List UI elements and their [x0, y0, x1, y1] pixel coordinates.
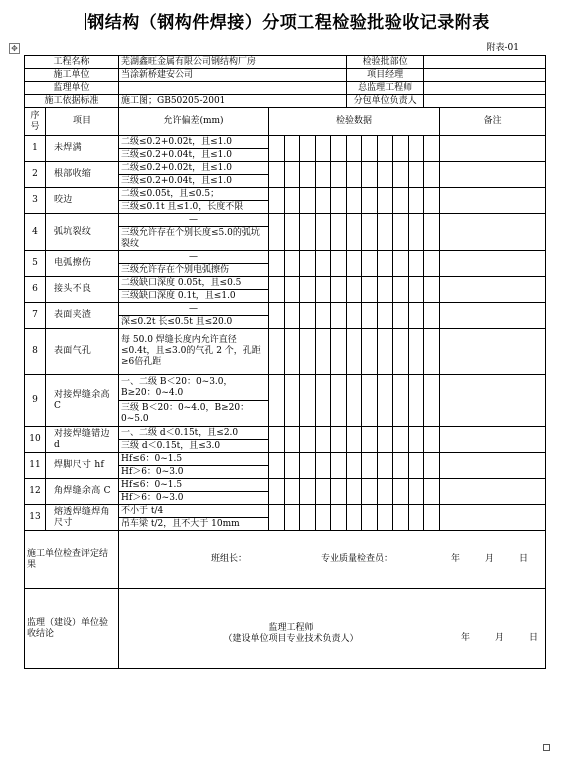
construction-unit-label: 施工单位	[25, 69, 119, 82]
tolerance-requirement: 每 50.0 焊缝长度内允许直径≤0.4t，且≤3.0的气孔 2 个，孔距≥6倍孔距	[119, 329, 269, 375]
inspection-data-cell[interactable]	[424, 303, 440, 329]
inspection-data-cell[interactable]	[378, 479, 393, 505]
inspection-data-cell[interactable]	[331, 375, 347, 427]
inspection-data-cell[interactable]	[378, 427, 393, 453]
inspection-data-cell[interactable]	[300, 214, 316, 251]
table-resize-handle[interactable]	[543, 744, 550, 751]
tolerance-requirement: 二级≤0.2+0.02t，且≤1.0	[119, 162, 269, 175]
col-tolerance-header: 允许偏差(mm)	[119, 108, 269, 136]
inspection-data-cell[interactable]	[424, 214, 440, 251]
inspection-data-cell[interactable]	[362, 136, 378, 162]
inspection-data-cell[interactable]	[362, 329, 378, 375]
tolerance-requirement: 三级≤0.1t 且≤1.0，长度不限	[119, 201, 269, 214]
col-item-header: 项目	[46, 108, 119, 136]
tolerance-requirement: Hf≤6：0~1.5	[119, 479, 269, 492]
inspection-data-cell[interactable]	[331, 329, 347, 375]
item-name: 表面气孔	[46, 329, 119, 375]
remarks-cell[interactable]	[440, 505, 546, 531]
tolerance-requirement: 二级≤0.2+0.02t，且≤1.0	[119, 136, 269, 149]
construction-check-content	[119, 531, 546, 589]
inspection-data-cell[interactable]	[362, 505, 378, 531]
inspection-data-cell[interactable]	[347, 162, 362, 188]
item-row-10-line-1	[25, 427, 546, 440]
inspection-data-cell[interactable]	[285, 505, 300, 531]
item-name: 表面夹渣	[46, 303, 119, 329]
inspection-data-cell[interactable]	[393, 188, 409, 214]
inspection-data-cell[interactable]	[347, 453, 362, 479]
sub-contractor-label: 分包单位负责人	[347, 95, 424, 108]
inspection-data-cell[interactable]	[285, 329, 300, 375]
inspection-data-cell[interactable]	[347, 251, 362, 277]
remarks-cell[interactable]	[440, 188, 546, 214]
inspection-data-cell[interactable]	[269, 188, 285, 214]
date-day-label: 日	[519, 554, 529, 564]
inspection-data-cell[interactable]	[409, 214, 424, 251]
inspection-data-cell[interactable]	[300, 162, 316, 188]
item-seq: 11	[25, 453, 46, 479]
inspection-data-cell[interactable]	[393, 214, 409, 251]
inspection-data-cell[interactable]	[347, 505, 362, 531]
col-remarks-header: 备注	[440, 108, 546, 136]
inspection-data-cell[interactable]	[393, 136, 409, 162]
inspection-data-cell[interactable]	[300, 251, 316, 277]
item-row-9-line-1	[25, 375, 546, 401]
inspection-data-cell[interactable]	[347, 214, 362, 251]
tolerance-requirement: 吊车梁 t/2，且不大于 10mm	[119, 518, 269, 531]
inspection-data-cell[interactable]	[331, 162, 347, 188]
inspection-data-cell[interactable]	[285, 375, 300, 427]
inspection-data-cell[interactable]	[316, 303, 331, 329]
inspection-data-cell[interactable]	[362, 214, 378, 251]
inspection-data-cell[interactable]	[316, 277, 331, 303]
inspection-data-cell[interactable]	[316, 188, 331, 214]
item-row-13-line-1	[25, 505, 546, 518]
item-seq: 6	[25, 277, 46, 303]
inspection-data-cell[interactable]	[347, 303, 362, 329]
supervision-unit-value[interactable]	[119, 82, 347, 95]
inspection-data-cell[interactable]	[285, 453, 300, 479]
tolerance-requirement: 三级≤0.2+0.04t，且≤1.0	[119, 149, 269, 162]
tolerance-requirement: 深≤0.2t 长≤0.5t 且≤20.0	[119, 316, 269, 329]
inspection-data-cell[interactable]	[378, 303, 393, 329]
item-row-5-line-1	[25, 251, 546, 264]
construction-check-row	[25, 531, 546, 589]
inspection-data-cell[interactable]	[347, 136, 362, 162]
remarks-cell[interactable]	[440, 162, 546, 188]
tolerance-requirement: 三级 d＜0.15t，且≤3.0	[119, 440, 269, 453]
header-row-standard	[25, 95, 546, 108]
item-name: 未焊满	[46, 136, 119, 162]
item-seq: 4	[25, 214, 46, 251]
inspection-data-cell[interactable]	[269, 329, 285, 375]
inspection-data-cell[interactable]	[424, 505, 440, 531]
inspection-data-cell[interactable]	[424, 329, 440, 375]
inspection-data-cell[interactable]	[362, 375, 378, 427]
inspection-data-cell[interactable]	[362, 188, 378, 214]
inspection-data-cell[interactable]	[393, 427, 409, 453]
project-manager-value[interactable]	[424, 69, 546, 82]
inspection-data-cell[interactable]	[378, 329, 393, 375]
supervision-check-row	[25, 589, 546, 669]
inspection-data-cell[interactable]	[269, 479, 285, 505]
item-row-8-line-1	[25, 329, 546, 375]
item-name: 弧坑裂纹	[46, 214, 119, 251]
inspection-data-cell[interactable]	[347, 479, 362, 505]
tolerance-requirement: 三级允许存在个别长度≤5.0的弧坑裂纹	[119, 227, 269, 251]
inspection-data-cell[interactable]	[331, 453, 347, 479]
inspection-data-cell[interactable]	[424, 277, 440, 303]
column-header-row	[25, 108, 546, 136]
batch-location-label: 检验批部位	[347, 56, 424, 69]
sub-contractor-value[interactable]	[424, 95, 546, 108]
tolerance-requirement: 三级允许存在个别电弧擦伤	[119, 264, 269, 277]
inspection-data-cell[interactable]	[378, 277, 393, 303]
inspection-data-cell[interactable]	[331, 505, 347, 531]
inspection-data-cell[interactable]	[269, 303, 285, 329]
tolerance-requirement: 一、二级 d＜0.15t，且≤2.0	[119, 427, 269, 440]
inspection-data-cell[interactable]	[300, 329, 316, 375]
inspection-data-cell[interactable]	[424, 162, 440, 188]
inspection-data-cell[interactable]	[409, 375, 424, 427]
tolerance-requirement: Hf≤6：0~1.5	[119, 453, 269, 466]
inspection-data-cell[interactable]	[347, 188, 362, 214]
item-row-6-line-1	[25, 277, 546, 290]
remarks-cell[interactable]	[440, 329, 546, 375]
inspection-data-cell[interactable]	[409, 505, 424, 531]
inspection-data-cell[interactable]	[269, 505, 285, 531]
tolerance-requirement: 三级缺口深度 0.1t，且≤1.0	[119, 290, 269, 303]
inspection-data-cell[interactable]	[424, 453, 440, 479]
inspection-data-cell[interactable]	[378, 251, 393, 277]
quality-inspector-label: 专业质量检查员：	[321, 554, 394, 564]
inspection-data-cell[interactable]	[285, 251, 300, 277]
chief-supervisor-value[interactable]	[424, 82, 546, 95]
inspection-data-cell[interactable]	[269, 214, 285, 251]
tolerance-dash: —	[119, 214, 269, 227]
inspection-data-cell[interactable]	[285, 136, 300, 162]
item-name: 咬边	[46, 188, 119, 214]
inspection-data-cell[interactable]	[362, 453, 378, 479]
remarks-cell[interactable]	[440, 375, 546, 427]
item-name: 接头不良	[46, 277, 119, 303]
inspection-data-cell[interactable]	[378, 162, 393, 188]
tolerance-dash: —	[119, 303, 269, 316]
inspection-data-cell[interactable]	[316, 162, 331, 188]
remarks-cell[interactable]	[440, 303, 546, 329]
item-row-4-line-1	[25, 214, 546, 227]
tolerance-requirement: Hf＞6：0~3.0	[119, 466, 269, 479]
team-leader-label: 班组长：	[211, 554, 248, 564]
inspection-table	[24, 55, 546, 669]
inspection-data-cell[interactable]	[378, 453, 393, 479]
form-number: 附表-01	[486, 43, 519, 53]
inspection-data-cell[interactable]	[409, 453, 424, 479]
inspection-data-cell[interactable]	[424, 427, 440, 453]
inspection-data-cell[interactable]	[362, 251, 378, 277]
inspection-data-cell[interactable]	[347, 427, 362, 453]
inspection-data-cell[interactable]	[316, 427, 331, 453]
inspection-data-cell[interactable]	[378, 214, 393, 251]
inspection-data-cell[interactable]	[300, 375, 316, 427]
date-month-label: 月	[485, 554, 495, 564]
inspection-data-cell[interactable]	[269, 162, 285, 188]
item-seq: 13	[25, 505, 46, 531]
inspection-data-cell[interactable]	[269, 427, 285, 453]
inspection-data-cell[interactable]	[409, 329, 424, 375]
item-seq: 3	[25, 188, 46, 214]
inspection-data-cell[interactable]	[409, 136, 424, 162]
construction-unit-value: 当涂新桥建安公司	[119, 69, 347, 82]
inspection-data-cell[interactable]	[300, 136, 316, 162]
item-row-1-line-1	[25, 136, 546, 149]
inspection-data-cell[interactable]	[285, 479, 300, 505]
inspection-data-cell[interactable]	[347, 329, 362, 375]
inspection-data-cell[interactable]	[424, 375, 440, 427]
inspection-data-cell[interactable]	[300, 479, 316, 505]
remarks-cell[interactable]	[440, 251, 546, 277]
page-title	[0, 8, 575, 33]
item-name: 角焊缝余高 C	[46, 479, 119, 505]
inspection-data-cell[interactable]	[285, 303, 300, 329]
tolerance-requirement: 三级 B＜20：0~4.0，B≥20：0~5.0	[119, 401, 269, 427]
inspection-data-cell[interactable]	[331, 277, 347, 303]
item-seq: 7	[25, 303, 46, 329]
date-year-label: 年	[451, 554, 461, 564]
inspection-data-cell[interactable]	[316, 505, 331, 531]
supervisor-engineer-label: 监理工程师	[268, 622, 314, 633]
tolerance-requirement: 不小于 t/4	[119, 505, 269, 518]
inspection-data-cell[interactable]	[424, 136, 440, 162]
inspection-data-cell[interactable]	[316, 136, 331, 162]
item-seq: 1	[25, 136, 46, 162]
inspection-data-cell[interactable]	[316, 479, 331, 505]
inspection-data-cell[interactable]	[316, 329, 331, 375]
inspection-data-cell[interactable]	[362, 427, 378, 453]
remarks-cell[interactable]	[440, 453, 546, 479]
inspection-data-cell[interactable]	[331, 251, 347, 277]
inspection-data-cell[interactable]	[378, 375, 393, 427]
inspection-data-cell[interactable]	[331, 427, 347, 453]
inspection-data-cell[interactable]	[393, 303, 409, 329]
item-row-3-line-1	[25, 188, 546, 201]
construction-check-label: 施工单位检查评定结果	[25, 531, 119, 589]
supervision-unit-label: 监理单位	[25, 82, 119, 95]
item-seq: 12	[25, 479, 46, 505]
inspection-data-cell[interactable]	[285, 188, 300, 214]
supervisor-engineer-sub: （建设单位项目专业技术负责人）	[223, 633, 359, 644]
item-seq: 9	[25, 375, 46, 427]
inspection-data-cell[interactable]	[424, 251, 440, 277]
inspection-data-cell[interactable]	[393, 453, 409, 479]
supervision-check-content	[119, 589, 546, 669]
remarks-cell[interactable]	[440, 277, 546, 303]
header-row-project	[25, 56, 546, 69]
inspection-data-cell[interactable]	[285, 214, 300, 251]
chief-supervisor-label: 总监理工程师	[347, 82, 424, 95]
inspection-data-cell[interactable]	[409, 427, 424, 453]
inspection-data-cell[interactable]	[347, 375, 362, 427]
header-row-supervision	[25, 82, 546, 95]
inspection-data-cell[interactable]	[409, 277, 424, 303]
inspection-data-cell[interactable]	[393, 479, 409, 505]
remarks-cell[interactable]	[440, 136, 546, 162]
inspection-data-cell[interactable]	[362, 277, 378, 303]
inspection-data-cell[interactable]	[362, 303, 378, 329]
supervision-check-label: 监理（建设）单位验收结论	[25, 589, 119, 669]
inspection-data-cell[interactable]	[362, 479, 378, 505]
inspection-data-cell[interactable]	[300, 303, 316, 329]
inspection-data-cell[interactable]	[269, 251, 285, 277]
item-name: 对接焊缝错边 d	[46, 427, 119, 453]
inspection-data-cell[interactable]	[316, 453, 331, 479]
inspection-data-cell[interactable]	[269, 453, 285, 479]
date-month-label-2: 月	[495, 633, 505, 643]
item-name: 对接焊缝余高 C	[46, 375, 119, 427]
item-seq: 8	[25, 329, 46, 375]
inspection-data-cell[interactable]	[285, 277, 300, 303]
inspection-data-cell[interactable]	[409, 479, 424, 505]
col-seq-header: 序号	[25, 108, 46, 136]
tolerance-requirement: Hf＞6：0~3.0	[119, 492, 269, 505]
inspection-data-cell[interactable]	[331, 188, 347, 214]
table-move-handle-icon[interactable]: ✥	[9, 43, 20, 54]
inspection-data-cell[interactable]	[269, 375, 285, 427]
tolerance-requirement: 三级≤0.2+0.04t，且≤1.0	[119, 175, 269, 188]
inspection-data-cell[interactable]	[300, 505, 316, 531]
inspection-data-cell[interactable]	[331, 479, 347, 505]
date-day-label-2: 日	[529, 633, 539, 643]
project-name-label: 工程名称	[25, 56, 119, 69]
item-row-2-line-1	[25, 162, 546, 175]
inspection-data-cell[interactable]	[331, 303, 347, 329]
item-row-12-line-1	[25, 479, 546, 492]
tolerance-requirement: 一、二级 B＜20：0~3.0，B≥20：0~4.0	[119, 375, 269, 401]
remarks-cell[interactable]	[440, 214, 546, 251]
inspection-data-cell[interactable]	[331, 214, 347, 251]
inspection-data-cell[interactable]	[300, 277, 316, 303]
item-row-7-line-1	[25, 303, 546, 316]
inspection-data-cell[interactable]	[300, 188, 316, 214]
inspection-data-cell[interactable]	[393, 505, 409, 531]
inspection-data-cell[interactable]	[300, 427, 316, 453]
inspection-data-cell[interactable]	[424, 479, 440, 505]
item-name: 熔透焊缝焊角尺寸	[46, 505, 119, 531]
inspection-data-cell[interactable]	[393, 251, 409, 277]
date-year-label-2: 年	[461, 633, 471, 643]
remarks-cell[interactable]	[440, 479, 546, 505]
inspection-data-cell[interactable]	[362, 162, 378, 188]
inspection-data-cell[interactable]	[393, 162, 409, 188]
item-seq: 5	[25, 251, 46, 277]
col-inspection-data-header: 检验数据	[269, 108, 440, 136]
inspection-data-cell[interactable]	[331, 136, 347, 162]
header-row-construction	[25, 69, 546, 82]
item-seq: 10	[25, 427, 46, 453]
inspection-data-cell[interactable]	[378, 505, 393, 531]
tolerance-dash: —	[119, 251, 269, 264]
inspection-data-cell[interactable]	[409, 251, 424, 277]
item-name: 根部收缩	[46, 162, 119, 188]
inspection-data-cell[interactable]	[409, 303, 424, 329]
inspection-data-cell[interactable]	[378, 188, 393, 214]
inspection-data-cell[interactable]	[409, 188, 424, 214]
inspection-data-cell[interactable]	[378, 136, 393, 162]
tolerance-requirement: 二级≤0.05t，且≤0.5；	[119, 188, 269, 201]
project-name-value: 芜湖鑫旺金属有限公司钢结构厂房	[119, 56, 347, 69]
item-name: 焊脚尺寸 hf	[46, 453, 119, 479]
item-seq: 2	[25, 162, 46, 188]
tolerance-requirement: 二级缺口深度 0.05t，且≤0.5	[119, 277, 269, 290]
inspection-data-cell[interactable]	[424, 188, 440, 214]
inspection-data-cell[interactable]	[393, 277, 409, 303]
inspection-data-cell[interactable]	[316, 375, 331, 427]
inspection-data-cell[interactable]	[269, 277, 285, 303]
inspection-data-cell[interactable]	[393, 375, 409, 427]
item-name: 电弧擦伤	[46, 251, 119, 277]
inspection-data-cell[interactable]	[269, 136, 285, 162]
remarks-cell[interactable]	[440, 427, 546, 453]
inspection-data-cell[interactable]	[316, 214, 331, 251]
inspection-data-cell[interactable]	[285, 162, 300, 188]
inspection-data-cell[interactable]	[393, 329, 409, 375]
standard-value: 施工图；GB50205-2001	[119, 95, 347, 108]
inspection-data-cell[interactable]	[285, 427, 300, 453]
inspection-data-cell[interactable]	[300, 453, 316, 479]
batch-location-value[interactable]	[424, 56, 546, 69]
project-manager-label: 项目经理	[347, 69, 424, 82]
standard-label: 施工依据标准	[25, 95, 119, 108]
title-text: 钢结构（钢构件焊接）分项工程检验批验收记录附表	[87, 13, 490, 33]
inspection-data-cell[interactable]	[347, 277, 362, 303]
item-row-11-line-1	[25, 453, 546, 466]
inspection-data-cell[interactable]	[409, 162, 424, 188]
inspection-data-cell[interactable]	[316, 251, 331, 277]
